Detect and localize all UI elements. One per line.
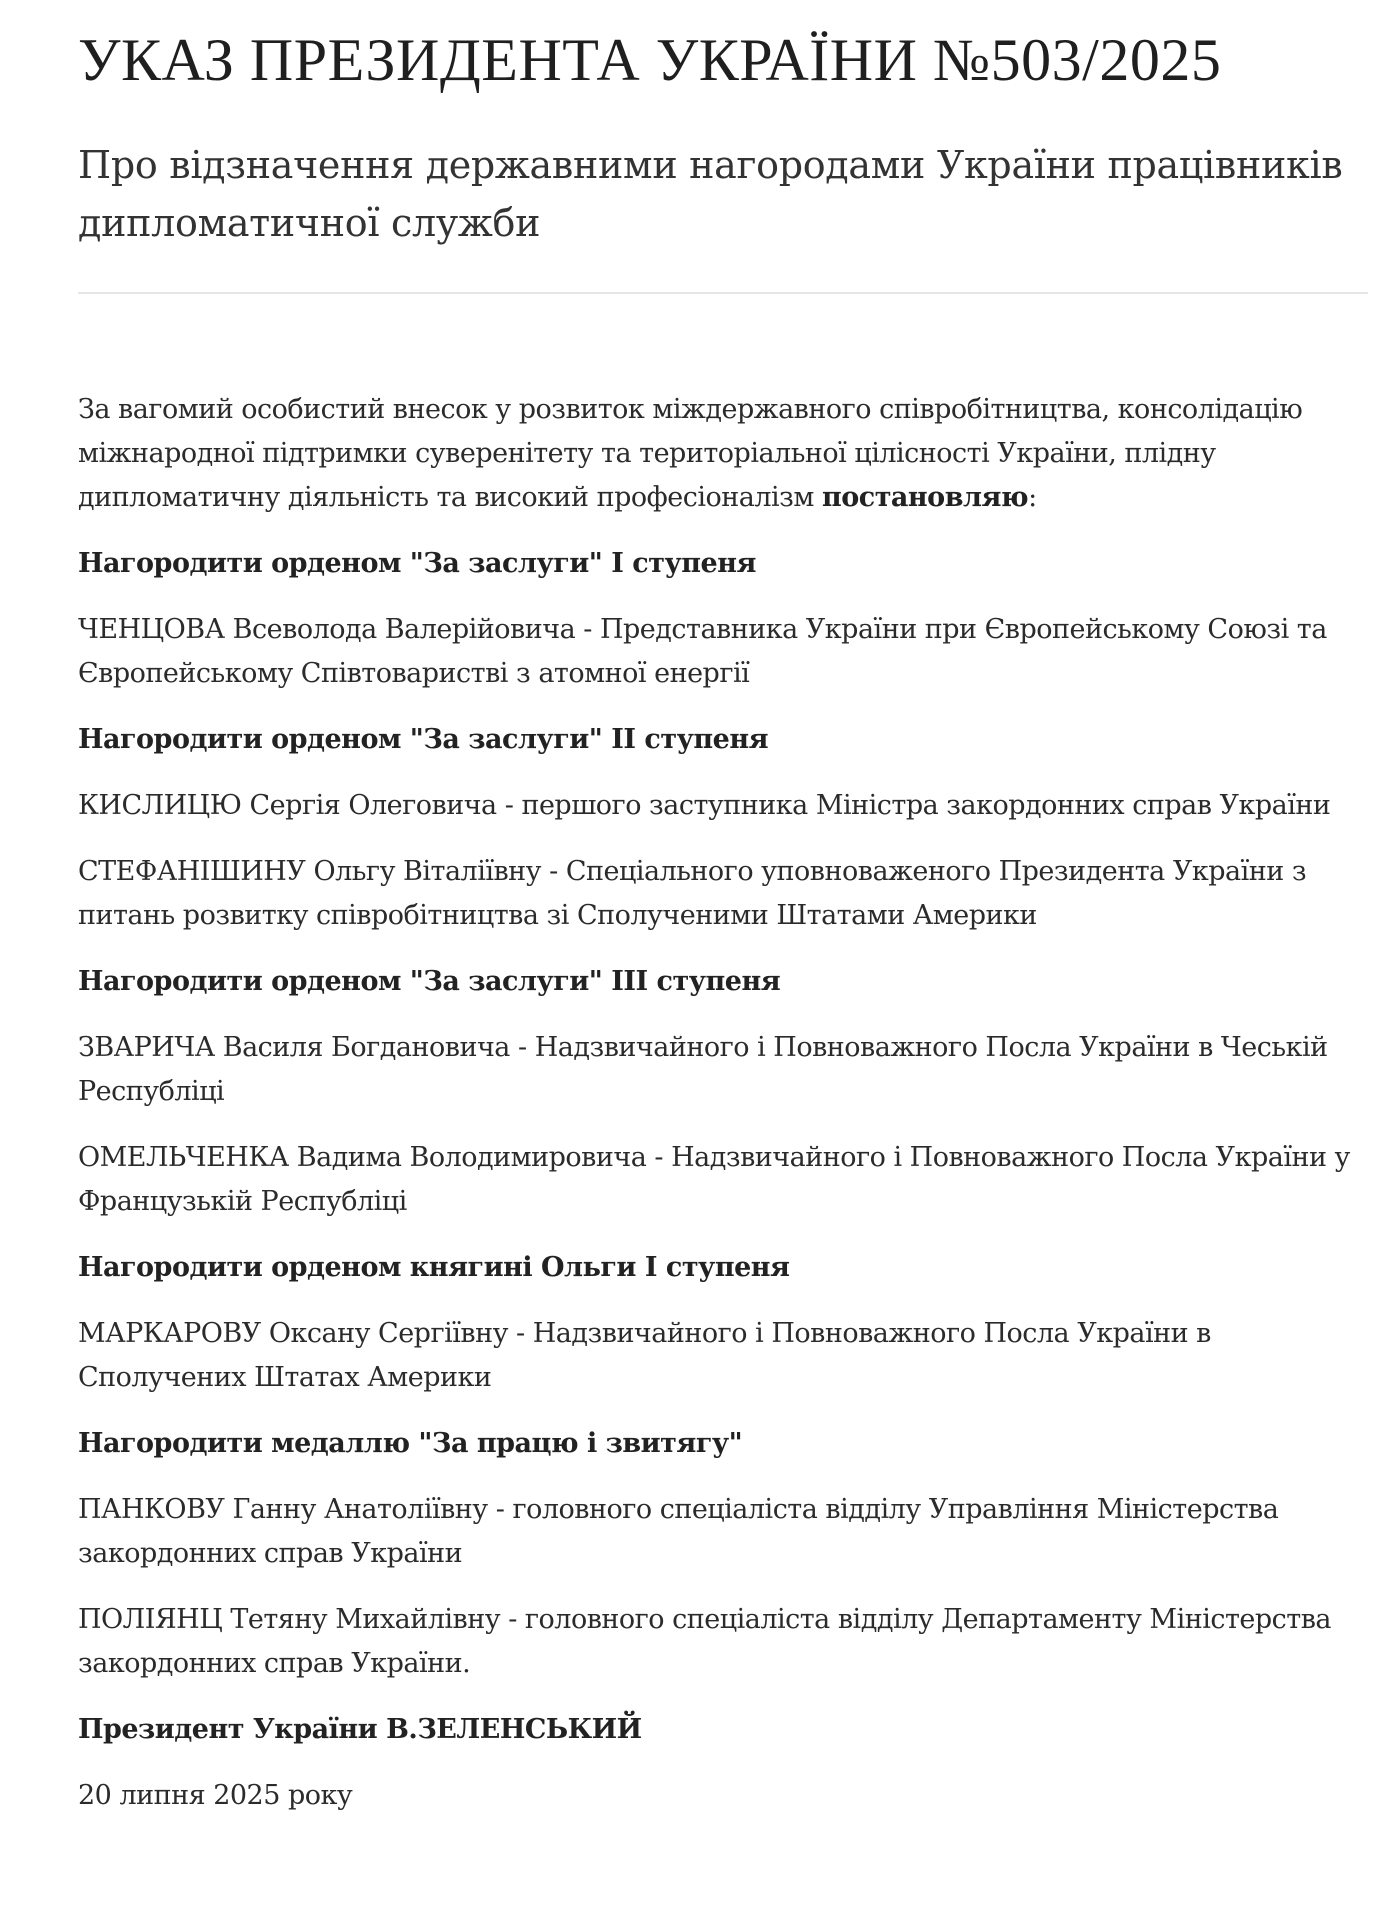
recipient-paragraph: ПАНКОВУ Ганну Анатоліївну - головного спеціаліста відділу Управління Міністерства закордонних справ України [78, 1494, 1279, 1569]
page-title: УКАЗ ПРЕЗИДЕНТА УКРАЇНИ №503/2025 [78, 27, 1222, 93]
preamble-text: За вагомий особистий внесок у розвиток міждержавного співробітництва, консолідацію міжнародної підтримки суверенітету та територіальної цілісності України, плідну дипломатичну діяльність та високий професіоналізм [78, 394, 1303, 513]
award-heading-medal: Нагородити медаллю "За працю і звитягу" [78, 1428, 743, 1459]
decree-colon: : [1028, 482, 1037, 513]
preamble-paragraph [78, 388, 1368, 520]
recipient-paragraph: КИСЛИЦЮ Сергія Олеговича - першого заступника Міністра закордонних справ України [78, 790, 1331, 821]
recipient-paragraph: ПОЛІЯНЦ Тетяну Михайлівну - головного спеціаліста відділу Департаменту Міністерства закордонних справ України. [78, 1604, 1332, 1679]
recipient-paragraph: ЗВАРИЧА Василя Богдановича - Надзвичайного і Повноважного Посла України в Чеській Республіці [78, 1032, 1328, 1107]
recipient-paragraph: МАРКАРОВУ Оксану Сергіївну - Надзвичайного і Повноважного Посла України в Сполучених Штатах Америки [78, 1318, 1211, 1393]
recipient-paragraph: ОМЕЛЬЧЕНКА Вадима Володимировича - Надзвичайного і Повноважного Посла України у Французькій Республіці [78, 1142, 1350, 1217]
decree-word: постановляю [821, 482, 1029, 513]
recipient-paragraph: СТЕФАНІШИНУ Ольгу Віталіївну - Спеціального уповноваженого Президента України з питань розвитку співробітництва зі Сполученими Штатами Америки [78, 856, 1307, 931]
decree-document [78, 0, 1368, 1840]
page-subtitle: Про відзначення державними нагородами України працівників дипломатичної служби [78, 143, 1343, 245]
signature: Президент України В.ЗЕЛЕНСЬКИЙ [78, 1714, 642, 1745]
award-heading-merit-3: Нагородити орденом "За заслуги" ІІІ ступеня [78, 966, 781, 997]
decree-date: 20 липня 2025 року [78, 1780, 353, 1811]
award-heading-princess-olga: Нагородити орденом княгині Ольги І ступеня [78, 1252, 790, 1283]
title-divider [78, 292, 1368, 294]
award-heading-merit-2: Нагородити орденом "За заслуги" ІІ ступеня [78, 724, 769, 755]
award-heading-merit-1: Нагородити орденом "За заслуги" І ступеня [78, 548, 756, 579]
recipient-paragraph: ЧЕНЦОВА Всеволода Валерійовича - Представника України при Європейському Союзі та Європейському Співтоваристві з атомної енергії [78, 614, 1327, 689]
decree-body [78, 388, 1368, 1818]
